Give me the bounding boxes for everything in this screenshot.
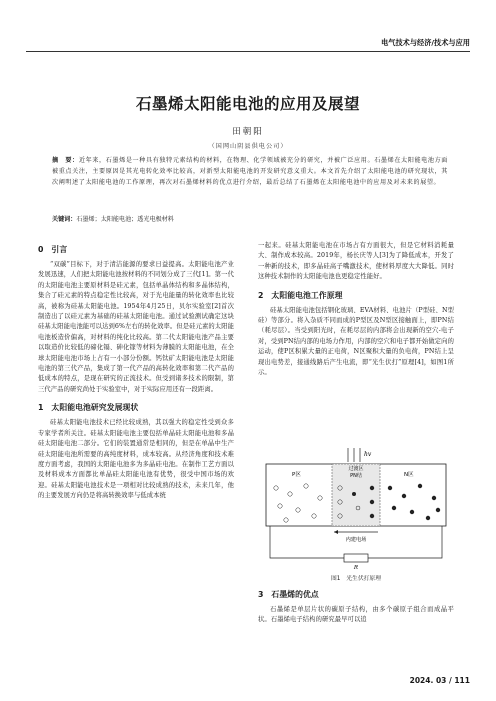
section-0-heading: 0 引言 bbox=[38, 245, 68, 254]
author: 田朝阳 bbox=[232, 127, 264, 137]
section-3-block bbox=[258, 586, 454, 626]
keywords bbox=[52, 215, 448, 225]
keywords-text: 石墨烯；太阳能电池；透光电极材料 bbox=[76, 216, 174, 223]
n-region-label: N区 bbox=[404, 472, 414, 478]
section-2-heading: 2 太阳能电池工作原理 bbox=[258, 290, 343, 300]
section-1-paragraph: 硅基太阳能电池技术已经比较成熟，其以强大的稳定性受到众多专家学者所关注。硅基太阳能电池主要包括单晶硅太阳能电池和多晶硅太阳能电池二部分。它们的装置通常是相同的，但是在单晶中生产硅太阳能电池所需要的高纯度材料，成本较高。从经济角度和技术难度方面考虑，我国的太阳能电池多为多晶硅电池。在制作工艺方面以及材料成本方面都比单晶硅太阳能电池有优势，很受中国市场的欢迎。硅基太阳能电池技术是一项相对比较成熟的技术，未来几年，他的主要发展方向仍是将高转换效率与低成本统 bbox=[38, 419, 234, 500]
section-1-paragraph-cont: 一起来。硅基太阳能电池在市场占有方面很大，但是它材料消耗量大、制作成本较高。2019年，杨长庆等人[3]为了降低成本，开发了一种新的技术，即多晶硅高子嘴激技术，使材料厚度大大降低。同时这种技术制作的太阳能电池也更稳定性能好。 bbox=[258, 242, 454, 281]
section-3-heading: 3 石墨烯的优点 bbox=[258, 590, 319, 599]
section-3-paragraph: 石墨烯是单层片状的碳原子结构，由多个碳原子组合而成晶平状。石墨烯电子结构的研究最早可以追 bbox=[258, 606, 454, 624]
field-arrow-head bbox=[334, 530, 338, 534]
keywords-label: 关键词： bbox=[52, 216, 77, 223]
p-region-label: P区 bbox=[292, 472, 301, 478]
pv-diagram-svg bbox=[262, 446, 450, 571]
page-number: 2024. 03 / 111 bbox=[409, 676, 470, 685]
transition-label: 过渡区 bbox=[348, 466, 364, 472]
abstract-text: 近年来，石墨烯是一种具有独特元素结构的材料，在物理、化学领域被充分的研究，并被广泛应用。石墨烯在太阳能电池方面被重点关注，主要原因是其光电转化效率比较高，对新型太阳能电池的开发研究意义重大。本文首先介绍了太阳能电池的研究现状，其次阐明述了太阳能电池的工作原理，再次对石墨烯材料的优点进行介绍，最后总结了石墨烯在太阳能电池中的应用及对未来的展望。 bbox=[52, 157, 449, 186]
section-2-paragraph: 硅基太阳能电池包括钢化玻璃、EVA材料、电池片（P型硅、N型硅）等部分。将入杂质不同而成的P型区及N型区接触面上，即PN结（耗尽层）。当受到阳光时，在耗尽层的内部将会出现新的空穴-电子对，受到PN结内部的电场力作用，内部的空穴和电子都开始做定向的运动，使P区积累大量的正电荷，N区聚积大量的负电荷，PN结上呈现出电势差，接通线路后产生电流，即“光生伏打”原理[4]，如图1所示。 bbox=[258, 306, 454, 377]
right-column bbox=[258, 241, 454, 378]
pn-junction-label: PN结 bbox=[350, 473, 362, 479]
header-rule bbox=[26, 51, 470, 52]
pv-diagram bbox=[262, 446, 450, 571]
left-column bbox=[38, 241, 234, 502]
resistor-label: R bbox=[353, 565, 359, 571]
abstract-label: 摘 要： bbox=[52, 157, 79, 164]
abstract bbox=[52, 155, 448, 188]
load-resistor bbox=[344, 554, 368, 562]
section-0-paragraph: “双碳”目标下，对于清洁能源的要求日益提高。太阳能电池产业发展迅速，人们把太阳能电池按材料的不同划分成了三代[1]。第一代的太阳能电池主要原材料是硅元素，包括单晶体结构和多晶体结构，集合了硅元素的特点稳定性比较高，对于光电能量的转化效率也比较高，被称为硅基太阳能电池。1954年4月25日，贝尔实验室[2]首次制造出了以硅元素为基础的硅基太阳能电池。通过试验测试确定这块硅基太阳能电池能可以达到6%左右的转化效率。但是硅元素的太阳能电池板造价偏高，对材料的纯化比较高。第二代太阳能电池产品主要以取造价比较低的碲化镉、砷化镓等材料为薄膜的太阳能电池，在全球太阳能电池市场上占有一小部分份额。钙钛矿太阳能电池是太阳能电池的第三代产品，集成了第一代产品的高转化效率和第二代产品的低成本的特点，是现在研究的正流技术。但受到诸多技术的限制，第三代产品的研究尚处于实验室中，对于实际应用还有一段距离。 bbox=[38, 261, 234, 393]
section-1-heading: 1 太阳能电池研究发展现状 bbox=[38, 403, 139, 413]
journal-section-header: 电气技术与经济/技术与应用 bbox=[381, 38, 470, 47]
article-title: 石墨烯太阳能电池的应用及展望 bbox=[135, 95, 360, 113]
field-label: 内建电场 bbox=[345, 537, 367, 543]
figure-caption: 图1 光生伏打原理 bbox=[330, 576, 382, 582]
affiliation: （国网山阴县供电公司） bbox=[208, 143, 288, 150]
hv-label: hv bbox=[364, 451, 372, 458]
